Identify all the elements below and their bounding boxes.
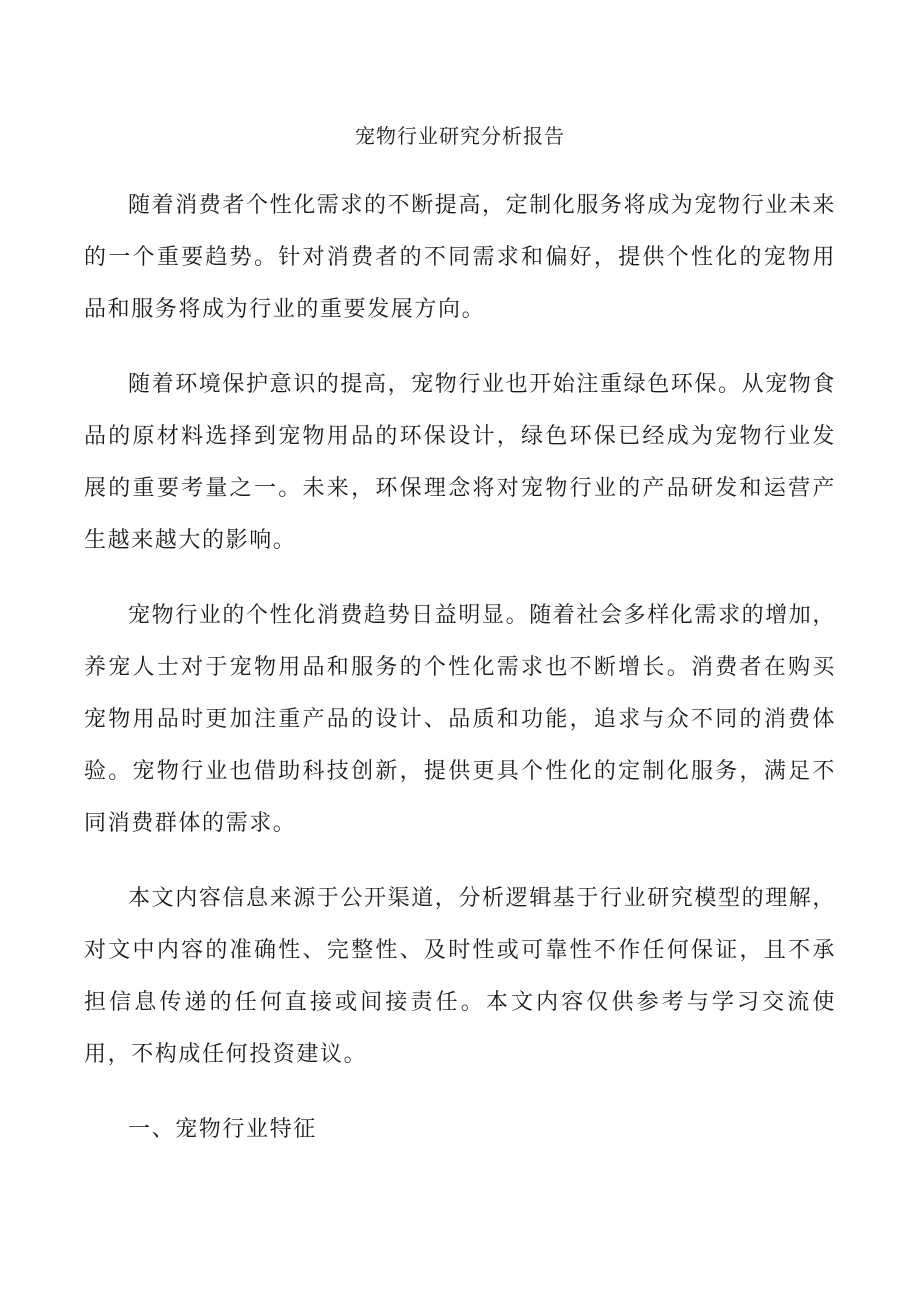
- section-heading: 一、宠物行业特征: [128, 1117, 317, 1142]
- page-title: 宠物行业研究分析报告: [355, 124, 565, 148]
- paragraph-green-environment: 随着环境保护意识的提高，宠物行业也开始注重绿色环保。从宠物食品的原材料选择到宠物用品的环保设计，绿色环保已经成为宠物行业发展的重要考量之一。未来，环保理念将对宠物行业的产品研发和运营产生越来越大的影响。: [84, 372, 837, 553]
- paragraph-disclaimer: 本文内容信息来源于公开渠道，分析逻辑基于行业研究模型的理解，对文中内容的准确性、完整性、及时性或可靠性不作任何保证，且不承担信息传递的任何直接或间接责任。本文内容仅供参考与学习交流使用，不构成任何投资建议。: [84, 886, 837, 1067]
- paragraph-personalized-consumption: 宠物行业的个性化消费趋势日益明显。随着社会多样化需求的增加，养宠人士对于宠物用品和服务的个性化需求也不断增长。消费者在购买宠物用品时更加注重产品的设计、品质和功能，追求与众不同的消费体验。宠物行业也借助科技创新，提供更具个性化的定制化服务，满足不同消费群体的需求。: [84, 603, 837, 836]
- paragraph-customization-trend: 随着消费者个性化需求的不断提高，定制化服务将成为宠物行业未来的一个重要趋势。针对消费者的不同需求和偏好，提供个性化的宠物用品和服务将成为行业的重要发展方向。: [84, 193, 837, 322]
- document-body: [84, 180, 836, 1156]
